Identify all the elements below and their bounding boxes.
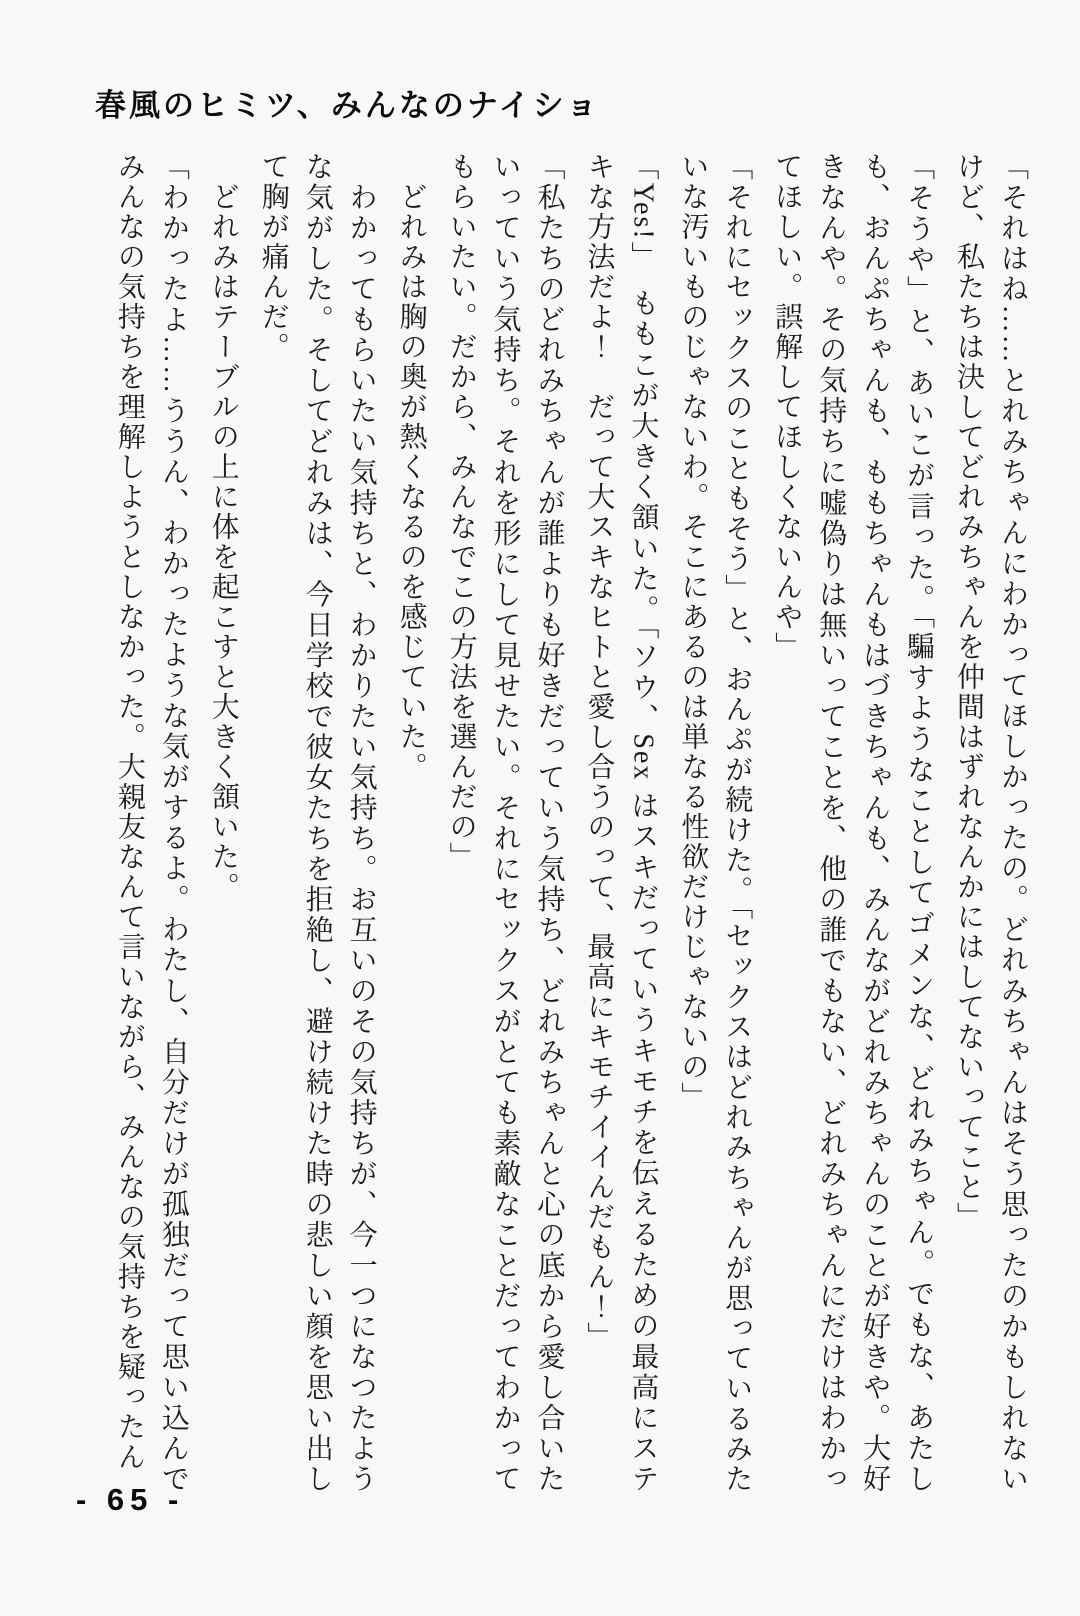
paragraph: 「Yes!」 ももこが大きく頷いた。「ソウ、Sex はスキだっていうキモチを伝えるための最高にステキな方法だよ！ だって大スキなヒトと愛し合うのって、最高にキモチイイんだもん！」 <box>583 152 659 1494</box>
paragraph: わかってもらいたい気持ちと、わかりたい気持ち。お互いのその気持ちが、今一つになつたような気がした。そしてどれみは、今日学校で彼女たちを拒絶し、避け続けた時の悲しい顔を思い出して胸が痛んだ。 <box>257 152 377 1494</box>
page-title: 春風のヒミツ、みんなのナイショ <box>95 88 601 123</box>
paragraph: 「わかったよ……ううん、わかったような気がするよ。わたし、自分だけが孤独だって思い込んでみんなの気持ちを理解しようとしなかった。大親友なんて言いながら、みんなの気持ちを疑ったん <box>113 152 189 1494</box>
paragraph: 「それはね……とれみちゃんにわかってほしかったの。どれみちゃんはそう思ったのかもしれないけど、私たちは決してどれみちゃんを仲間はずれなんかにはしてないってこと」 <box>953 152 1028 1494</box>
paragraph: どれみは胸の奥が熱くなるのを感じていた。 <box>395 152 427 782</box>
paragraph: どれみはテーブルの上に体を起こすと大きく頷いた。 <box>207 152 239 902</box>
paragraph: 「私たちのどれみちゃんが誰よりも好きだっていう気持ち、どれみちゃんと心の底から愛し合いたいっていう気持ち。それを形にして見せたい。それにセックスがとても素敵なことだってわかってもらいたい。だから、みんなでこの方法を選んだの」 <box>445 152 565 1494</box>
body-text <box>94 152 1034 1494</box>
page-number: - 65 - <box>76 1482 185 1517</box>
paragraph: 「そうや」と、あいこが言った。「騙すようなことしてゴメンな、どれみちゃん。でもな、あたしも、おんぷちゃんも、ももちゃんもはづきちゃんも、みんながどれみちゃんのことが好きや。大好きなんや。その気持ちに嘘偽りは無いってことを、他の誰でもない、どれみちゃんにだけはわかってほしい。誤解してほしくないんや」 <box>771 152 935 1494</box>
paragraph: 「それにセックスのこともそう」と、おんぷが続けた。「セックスはどれみちゃんが思っているみたいな汚いものじゃないわ。そこにあるのは単なる性欲だけじゃないの」 <box>677 152 753 1494</box>
